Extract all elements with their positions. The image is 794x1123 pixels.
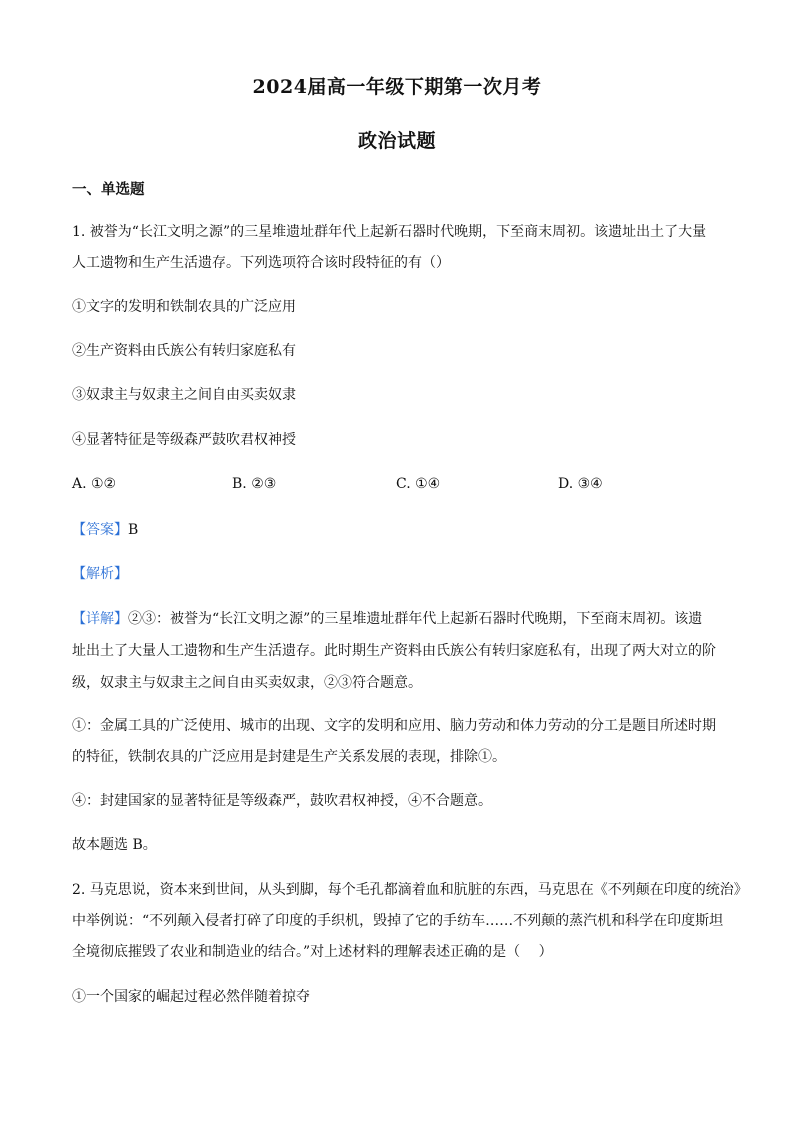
q1-analysis-label [72, 564, 128, 584]
q1-option-b: B. ②③ [232, 476, 277, 492]
q2-stem-line-1: 2. 马克思说，资本来到世间，从头到脚，每个毛孔都滴着血和肮脏的东西，马克思在《不列颠在印度的统治》 [72, 882, 748, 898]
q1-detail-line-2: 址出土了大量人工遗物和生产生活遗存。此时期生产资料由氏族公有转归家庭私有，出现了两大对立的阶 [72, 643, 716, 659]
q1-option-a: A. ①② [72, 476, 117, 492]
q1-stem-line-1: 1. 被誉为“长江文明之源”的三星堆遗址群年代上起新石器时代晚期，下至商末周初。该遗址出土了大量 [72, 224, 707, 240]
q1-detail-line-3: 级，奴隶主与奴隶主之间自由买卖奴隶，②③符合题意。 [72, 675, 422, 691]
q1-item-4: ④显著特征是等级森严鼓吹君权神授 [72, 432, 296, 448]
q1-detail-line-1 [72, 609, 702, 629]
q2-stem-line-3: 全境彻底摧毁了农业和制造业的结合。”对上述材料的理解表述正确的是（ ） [72, 944, 553, 960]
q1-answer [72, 520, 138, 540]
q2-item-1: ①一个国家的崛起过程必然伴随着掠夺 [72, 989, 310, 1005]
exam-title: 2024届高一年级下期第一次月考 [252, 76, 542, 98]
answer-label: 【答案】 [72, 522, 128, 538]
q1-note2: ④：封建国家的显著特征是等级森严，鼓吹君权神授，④不合题意。 [72, 793, 492, 809]
q1-note1-line-2: 的特征，铁制农具的广泛应用是封建是生产关系发展的表现，排除①。 [72, 749, 506, 765]
q1-conclusion: 故本题选 B。 [72, 837, 157, 853]
exam-subtitle: 政治试题 [357, 130, 436, 152]
q1-option-c: C. ①④ [396, 476, 441, 492]
q1-note1-line-1: ①：金属工具的广泛使用、城市的出现、文字的发明和应用、脑力劳动和体力劳动的分工是题目所述时期 [72, 718, 716, 734]
q1-item-1: ①文字的发明和铁制农具的广泛应用 [72, 299, 296, 315]
section-heading: 一、单选题 [72, 181, 145, 198]
q2-stem-line-2: 中举例说：“不列颠入侵者打碎了印度的手织机，毁掉了它的手纺车……不列颠的蒸汽机和科学在印度斯坦 [72, 913, 724, 929]
answer-value: B [128, 522, 139, 538]
q1-stem-line-2: 人工遗物和生产生活遗存。下列选项符合该时段特征的有（） [72, 255, 450, 271]
q1-item-2: ②生产资料由氏族公有转归家庭私有 [72, 343, 296, 359]
q1-item-3: ③奴隶主与奴隶主之间自由买卖奴隶 [72, 387, 296, 403]
detail-label: 【详解】 [72, 611, 128, 627]
q1-option-d: D. ③④ [558, 476, 603, 492]
detail-text-1: ②③：被誉为“长江文明之源”的三星堆遗址群年代上起新石器时代晚期，下至商末周初。该遗 [128, 611, 703, 627]
analysis-label: 【解析】 [72, 566, 128, 582]
